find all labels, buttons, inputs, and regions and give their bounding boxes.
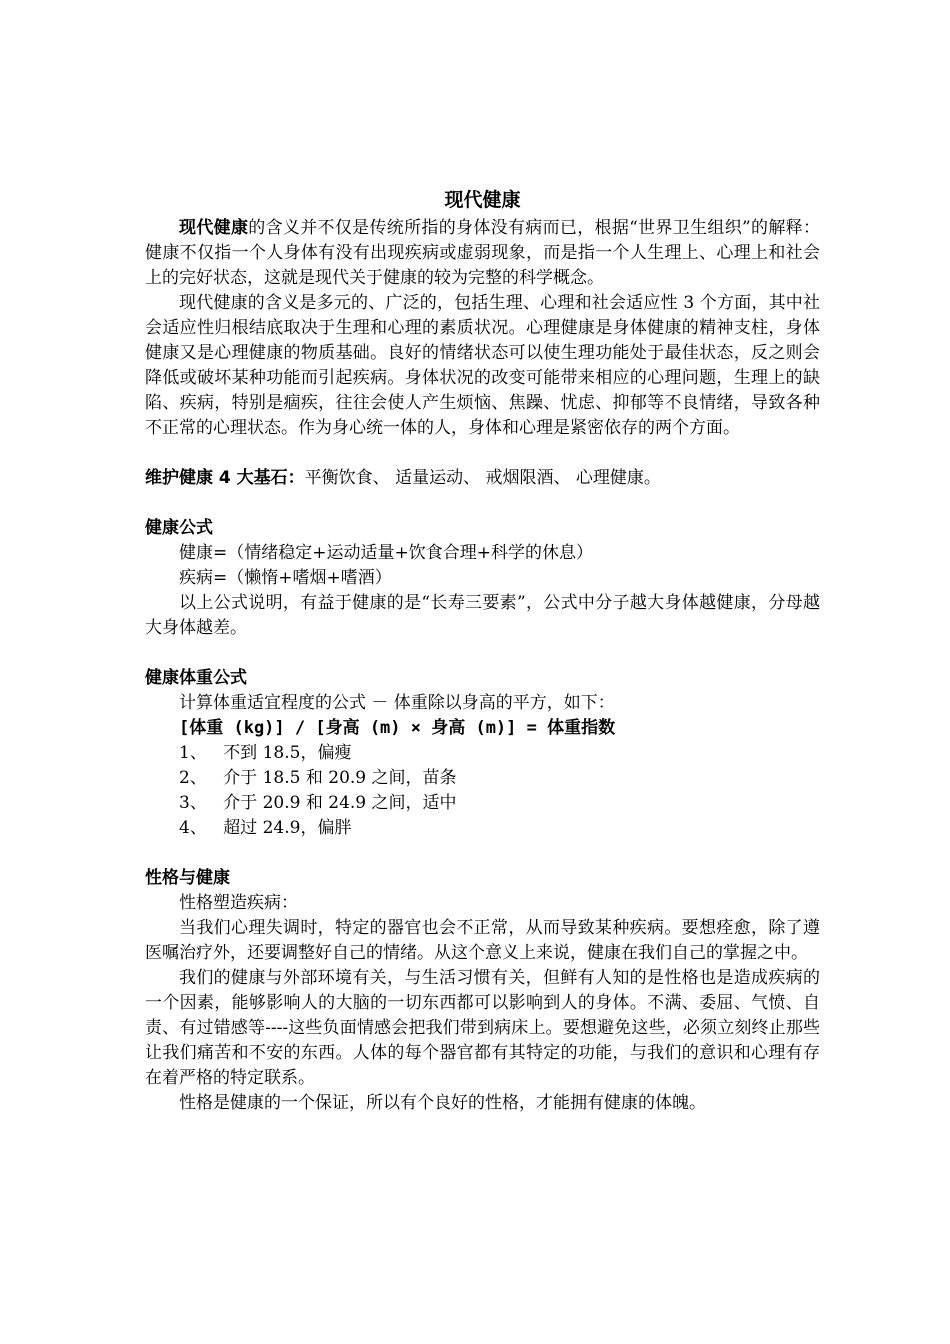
formula-explanation: 以上公式说明，有益于健康的是“长寿三要素”，公式中分子越大身体越健康，分母越大身体越差。: [145, 593, 820, 638]
bmi-formula: [体重 (kg)] / [身高 (m) × 身高 (m)] = 体重指数: [179, 718, 616, 738]
list-item: [145, 766, 820, 791]
personality-paragraph-1: 当我们心理失调时，特定的器官也会不正常，从而导致某种疾病。要想痊愈，除了遵医嘱治疗外，还要调整好自己的情绪。从这个意义上来说，健康在我们自己的掌握之中。: [145, 918, 820, 963]
list-item-number: 4、: [179, 818, 207, 838]
list-item: [145, 791, 820, 816]
list-item-number: 3、: [179, 793, 207, 813]
spacer: [145, 841, 820, 866]
cornerstones-text: 平衡饮食、 适量运动、 戒烟限酒、 心理健康。: [304, 468, 661, 488]
cornerstones-label: 维护健康 4 大基石：: [145, 468, 305, 488]
spacer: [145, 641, 820, 666]
list-item-text: 不到 18.5，偏瘦: [223, 743, 352, 763]
list-item-text: 介于 20.9 和 24.9 之间，适中: [223, 793, 457, 813]
list-item-text: 介于 18.5 和 20.9 之间，苗条: [223, 768, 457, 788]
intro-paragraph-2: 现代健康的含义是多元的、广泛的，包括生理、心理和社会适应性 3 个方面，其中社会适应性归根结底取决于生理和心理的素质状况。心理健康是身体健康的精神支柱，身体健康又是心理健康的物质基础。良好的情绪状态可以使生理功能处于最佳状态，反之则会降低或破坏某种功能而引起疾病。身体状况的改变可能带来相应的心理问题，生理上的缺陷、疾病，特别是痼疾，往往会使人产生烦恼、焦躁、忧虑、抑郁等不良情绪，导致各种不正常的心理状态。作为身心统一体的人，身体和心理是紧密依存的两个方面。: [145, 293, 820, 438]
list-item: [145, 816, 820, 841]
intro-lead-bold: 现代健康: [179, 218, 249, 238]
document-page: [145, 186, 820, 1116]
page-title: 现代健康: [444, 189, 521, 211]
spacer: [145, 441, 820, 466]
personality-paragraph-2: 我们的健康与外部环境有关，与生活习惯有关，但鲜有人知的是性格也是造成疾病的一个因素，能够影响人的大脑的一切东西都可以影响到人的身体。不满、委屈、气愤、自责、有过错感等----这些负面情感会把我们带到病床上。要想避免这些，必须立刻终止那些让我们痛苦和不安的东西。人体的每个器官都有其特定的功能，与我们的意识和心理有存在着严格的特定联系。: [145, 968, 820, 1088]
cornerstones-line: [145, 466, 820, 491]
list-item-number: 1、: [179, 743, 207, 763]
list-item-number: 2、: [179, 768, 207, 788]
formula-heading: 健康公式: [145, 518, 213, 538]
disease-formula: 疾病=（懒惰+嗜烟+嗜酒）: [179, 568, 392, 588]
intro-paragraph-1-text: 的含义并不仅是传统所指的身体没有病而已，根据“世界卫生组织”的解释：健康不仅指一个人身体有没有出现疾病或虚弱现象，而是指一个人生理上、心理上和社会上的完好状态，这就是现代关于健康的较为完整的科学概念。: [145, 218, 821, 288]
spacer: [145, 491, 820, 516]
intro-paragraph-1: [145, 216, 820, 291]
weight-intro: 计算体重适宜程度的公式 － 体重除以身高的平方，如下：: [179, 693, 615, 713]
personality-subheading: 性格塑造疾病：: [179, 893, 298, 913]
personality-paragraph-3: 性格是健康的一个保证，所以有个良好的性格，才能拥有健康的体魄。: [179, 1093, 706, 1113]
health-formula: 健康=（情绪稳定+运动适量+饮食合理+科学的休息）: [179, 543, 593, 563]
personality-heading: 性格与健康: [145, 868, 230, 888]
list-item: [145, 741, 820, 766]
weight-heading: 健康体重公式: [145, 668, 247, 688]
list-item-text: 超过 24.9，偏胖: [223, 818, 352, 838]
